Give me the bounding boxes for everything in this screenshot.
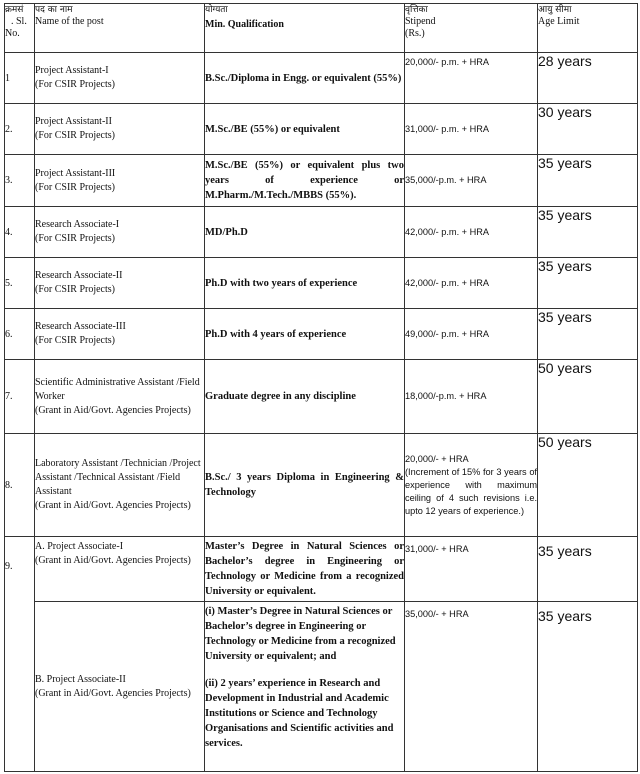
- serial-number: 8.: [5, 434, 35, 537]
- table-row: [5, 155, 638, 207]
- post-name: [35, 104, 205, 155]
- post-funding: (Grant in Aid/Govt. Agencies Projects): [35, 500, 191, 511]
- post-funding: (For CSIR Projects): [35, 335, 115, 346]
- qualification: [205, 602, 405, 772]
- stipend-amount: 20,000/- + HRA: [405, 453, 469, 464]
- age-limit: 35 years: [538, 207, 638, 258]
- serial-number: 2.: [5, 104, 35, 155]
- stipend: 42,000/- p.m. + HRA: [405, 207, 538, 258]
- header-stipend-english-a: Stipend: [405, 16, 436, 27]
- header-sl-english-a: . Sl.: [11, 16, 27, 27]
- age-limit: 28 years: [538, 53, 638, 104]
- post-funding: (For CSIR Projects): [35, 233, 115, 244]
- post-title: Laboratory Assistant /Technician /Project Assistant /Technical Assistant /Field Assistant: [35, 458, 201, 497]
- stipend: [405, 434, 538, 537]
- header-stipend-hindi: वृत्तिका: [405, 5, 428, 15]
- qualification: Master’s Degree in Natural Sciences or Bachelor’s degree in Engineering or Technology or Medicine from a recognized University or equivalent.: [205, 537, 405, 602]
- post-funding: (For CSIR Projects): [35, 79, 115, 90]
- header-age: [538, 4, 638, 53]
- table-row: [5, 537, 638, 602]
- post-name: [35, 207, 205, 258]
- post-funding: (Grant in Aid/Govt. Agencies Projects): [35, 687, 191, 699]
- post-funding: (Grant in Aid/Govt. Agencies Projects): [35, 555, 191, 566]
- table-row: [5, 207, 638, 258]
- serial-number: 3.: [5, 155, 35, 207]
- post-name: [35, 309, 205, 360]
- header-qualification-english: Min. Qualification: [205, 19, 284, 30]
- qualification: M.Sc./BE (55%) or equivalent: [205, 104, 405, 155]
- post-name: [35, 258, 205, 309]
- qualification: Ph.D with two years of experience: [205, 258, 405, 309]
- stipend: 20,000/- p.m. + HRA: [405, 53, 538, 104]
- stipend: 35,000/-p.m. + HRA: [405, 155, 538, 207]
- header-post-english: Name of the post: [35, 16, 104, 27]
- header-sl-english-b: No.: [5, 28, 20, 39]
- table-row: [5, 309, 638, 360]
- stipend: 49,000/- p.m. + HRA: [405, 309, 538, 360]
- qualification-part-ii: (ii) 2 years’ experience in Research and Development in Industrial and Academic Institutions or Science and Technology Organisations and Scientific activities and services.: [205, 678, 394, 749]
- post-funding: (For CSIR Projects): [35, 130, 115, 141]
- table-row: [5, 258, 638, 309]
- post-title: Research Associate-II: [35, 270, 123, 281]
- post-name: [35, 155, 205, 207]
- stipend: 31,000/- p.m. + HRA: [405, 104, 538, 155]
- post-title: B. Project Associate-II: [35, 673, 126, 685]
- serial-number: 9.: [5, 537, 35, 772]
- header-post: [35, 4, 205, 53]
- header-row: [5, 4, 638, 53]
- serial-number: 4.: [5, 207, 35, 258]
- post-title: Project Assistant-III: [35, 167, 116, 179]
- header-qualification: [205, 4, 405, 53]
- post-title: Project Assistant-II: [35, 116, 112, 127]
- table-row: [5, 602, 638, 772]
- age-limit: 35 years: [538, 258, 638, 309]
- serial-number: 1: [5, 53, 35, 104]
- qualification: Ph.D with 4 years of experience: [205, 309, 405, 360]
- post-name: [35, 434, 205, 537]
- table-row: [5, 360, 638, 434]
- post-name: [35, 360, 205, 434]
- header-qualification-hindi: योग्यता: [205, 5, 228, 15]
- header-sl: [5, 4, 35, 53]
- post-title: A. Project Associate-I: [35, 541, 124, 552]
- serial-number: 6.: [5, 309, 35, 360]
- header-age-english: Age Limit: [538, 16, 580, 27]
- table-row: [5, 53, 638, 104]
- qualification-part-i: (i) Master’s Degree in Natural Sciences or Bachelor’s degree in Engineering or Technology or Medicine from a recognized University or equivalent; and: [205, 606, 396, 662]
- stipend: 42,000/- p.m. + HRA: [405, 258, 538, 309]
- header-stipend: [405, 4, 538, 53]
- stipend: 18,000/-p.m. + HRA: [405, 360, 538, 434]
- age-limit: 50 years: [538, 360, 638, 434]
- qualification: B.Sc./ 3 years Diploma in Engineering & Technology: [205, 434, 405, 537]
- header-sl-hindi: क्रमसं: [5, 5, 24, 15]
- age-limit: 35 years: [538, 537, 638, 602]
- qualification-spacer: [205, 664, 404, 676]
- post-title: Project Assistant-I: [35, 65, 109, 76]
- age-limit: 35 years: [538, 155, 638, 207]
- qualification: MD/Ph.D: [205, 207, 405, 258]
- stipend: 31,000/- + HRA: [405, 537, 538, 602]
- stipend-note: (Increment of 15% for 3 years of experience with maximum ceiling of 4 such revisions i.e. upto 12 years of experience.): [405, 466, 537, 516]
- serial-number: 7.: [5, 360, 35, 434]
- header-age-hindi: आयु सीमा: [538, 5, 572, 15]
- serial-number: 5.: [5, 258, 35, 309]
- age-limit: 50 years: [538, 434, 638, 537]
- table-row: [5, 434, 638, 537]
- age-limit: 35 years: [538, 602, 638, 772]
- qualification: Graduate degree in any discipline: [205, 360, 405, 434]
- post-name: [35, 602, 205, 772]
- post-funding: (For CSIR Projects): [35, 284, 115, 295]
- post-title: Research Associate-III: [35, 321, 126, 332]
- age-limit: 30 years: [538, 104, 638, 155]
- post-funding: (Grant in Aid/Govt. Agencies Projects): [35, 404, 191, 416]
- age-limit: 35 years: [538, 309, 638, 360]
- header-stipend-english-b: (Rs.): [405, 28, 425, 39]
- post-funding: (For CSIR Projects): [35, 181, 115, 193]
- qualification: M.Sc./BE (55%) or equivalent plus two years of experience or M.Pharm./M.Tech./MBBS (55%).: [205, 155, 405, 207]
- post-title: Scientific Administrative Assistant /Field Worker: [35, 376, 200, 402]
- table-row: [5, 104, 638, 155]
- post-name: [35, 537, 205, 602]
- header-post-hindi: पद का नाम: [35, 5, 73, 15]
- qualification: B.Sc./Diploma in Engg. or equivalent (55%): [205, 53, 405, 104]
- stipend: 35,000/- + HRA: [405, 602, 538, 772]
- post-title: Research Associate-I: [35, 219, 120, 230]
- posts-table: [4, 3, 638, 772]
- post-name: [35, 53, 205, 104]
